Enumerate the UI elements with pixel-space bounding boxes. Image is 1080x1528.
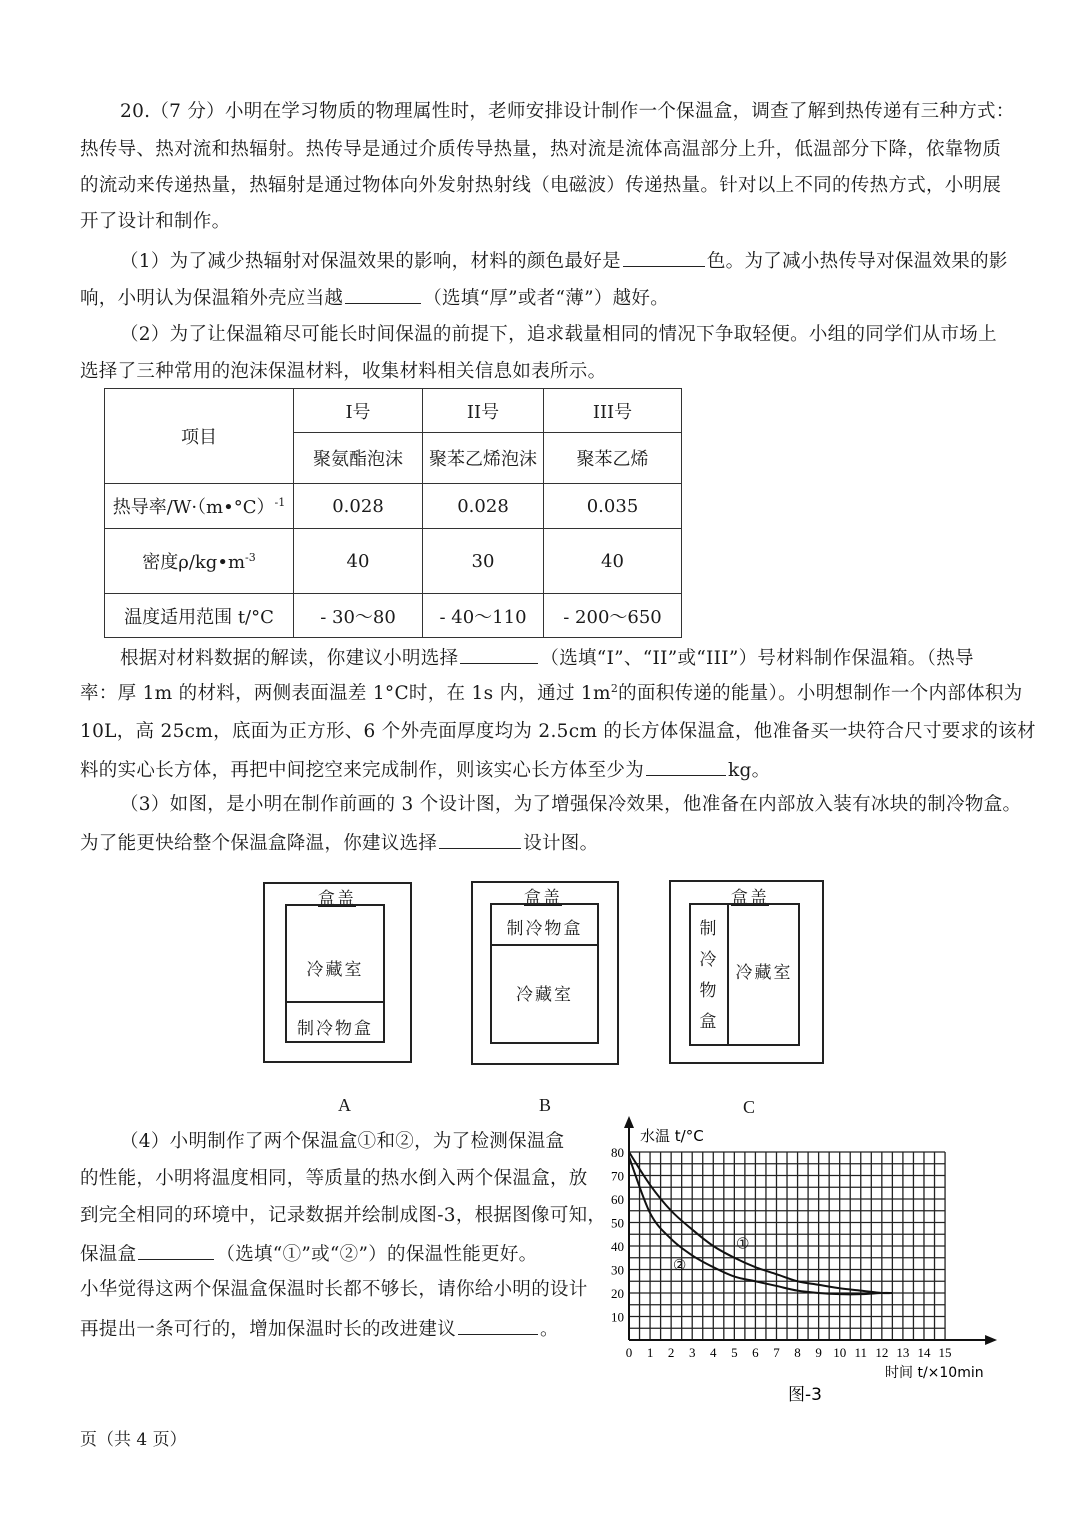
x-tick-label: 7 bbox=[773, 1345, 780, 1360]
x-tick-label: 0 bbox=[625, 1345, 633, 1360]
part2-line-1: （2）为了让保温箱尽可能长时间保温的前提下，追求载量相同的情况下争取轻便。小组的同学们从市场上 bbox=[120, 324, 997, 345]
design-c-lid-label: 盒盖 bbox=[731, 888, 769, 908]
part4-line-2: 的性能，小明将温度相同，等质量的热水倒入两个保温盒，放 bbox=[80, 1168, 588, 1189]
x-axis-arrow-icon bbox=[985, 1335, 997, 1345]
x-tick-label: 14 bbox=[917, 1345, 931, 1360]
part2-after-text-f: kg。 bbox=[728, 760, 771, 781]
design-c-letter: C bbox=[743, 1097, 756, 1117]
question-intro-line-4: 开了设计和制作。 bbox=[80, 211, 231, 232]
cooler-char: 物 bbox=[699, 981, 717, 1001]
x-tick-label: 15 bbox=[938, 1345, 952, 1360]
x-tick-label: 1 bbox=[646, 1345, 654, 1360]
x-tick-label: 3 bbox=[688, 1345, 696, 1360]
part1-line-2 bbox=[80, 285, 1010, 311]
table-cell: 40 bbox=[544, 529, 682, 594]
part2-after-line-1 bbox=[80, 645, 1050, 671]
design-a-letter: A bbox=[338, 1095, 351, 1115]
table-cell: 0.028 bbox=[294, 484, 423, 529]
y-axis-label: 水温 t/°C bbox=[640, 1127, 704, 1145]
table-cell: 0.028 bbox=[423, 484, 544, 529]
answer-blank-design[interactable] bbox=[439, 830, 521, 849]
row-label-text: 热导率/W·（m•°C） bbox=[112, 497, 275, 518]
table-col-material-3: 聚苯乙烯 bbox=[544, 433, 682, 484]
answer-blank-mass[interactable] bbox=[646, 757, 726, 776]
x-tick-label: 13 bbox=[896, 1345, 910, 1360]
table-row bbox=[105, 529, 682, 594]
answer-blank-color[interactable] bbox=[623, 248, 705, 267]
table-cell: 40 bbox=[294, 529, 423, 594]
table-cell: 30 bbox=[423, 529, 544, 594]
design-b-divider bbox=[490, 944, 599, 946]
part4-line-3: 到完全相同的环境中，记录数据并绘制成图-3，根据图像可知， bbox=[80, 1205, 607, 1226]
row-label-text: 密度ρ/kg•m bbox=[142, 552, 246, 573]
x-tick-label: 12 bbox=[875, 1345, 889, 1360]
table-cell: - 200～650 bbox=[544, 594, 682, 638]
question-intro-line-3: 的流动来传递热量，热辐射是通过物体向外发射热射线（电磁波）传递热量。针对以上不同的传热方式，小明展 bbox=[80, 175, 1002, 196]
y-tick-label: 10 bbox=[611, 1309, 624, 1325]
table-cell: 0.035 bbox=[544, 484, 682, 529]
y-axis-arrow-icon bbox=[624, 1116, 634, 1128]
y-tick-label: 20 bbox=[611, 1286, 624, 1301]
x-tick-label: 4 bbox=[710, 1345, 717, 1360]
part4-text-c: 再提出一条可行的，增加保温时长的改进建议 bbox=[80, 1319, 457, 1340]
design-a-fridge-label: 冷藏室 bbox=[306, 960, 364, 980]
part3-line-2 bbox=[80, 830, 1010, 856]
table-header-label: 项目 bbox=[105, 389, 294, 484]
series-curve-2 bbox=[629, 1157, 892, 1295]
x-tick-label: 9 bbox=[815, 1345, 822, 1360]
part3-text-a: 为了能更快给整个保温盒降温，你建议选择 bbox=[80, 833, 438, 854]
part3-line-1: （3）如图，是小明在制作前画的 3 个设计图，为了增强保冷效果，他准备在内部放入装有冰块的制冷物盒。 bbox=[120, 794, 1022, 815]
table-col-material-2: 聚苯乙烯泡沫 bbox=[423, 433, 544, 484]
superscript: 2 bbox=[610, 681, 619, 695]
row-label-sup: -1 bbox=[274, 496, 286, 509]
x-tick-label: 6 bbox=[752, 1345, 759, 1360]
answer-blank-box[interactable] bbox=[138, 1241, 214, 1260]
chart-grid bbox=[629, 1152, 945, 1340]
part3-text-b: 设计图。 bbox=[523, 833, 599, 854]
series-label-1: ① bbox=[736, 1234, 750, 1253]
part1-text-b: 色。为了减小热传导对保温效果的影 bbox=[706, 251, 1008, 272]
x-tick-label: 11 bbox=[854, 1345, 868, 1360]
row-label-density bbox=[105, 529, 294, 594]
x-tick-label: 10 bbox=[833, 1345, 847, 1360]
part1-text-a: （1）为了减少热辐射对保温效果的影响，材料的颜色最好是 bbox=[120, 251, 621, 272]
series-label-2: ② bbox=[672, 1255, 687, 1274]
part2-after-text-e: 料的实心长方体，再把中间挖空来完成制作，则该实心长方体至少为 bbox=[80, 760, 645, 781]
chart-title: 图-3 bbox=[788, 1385, 822, 1405]
table-col-id-1: I号 bbox=[294, 389, 423, 433]
x-axis-label: 时间 t/×10min bbox=[885, 1365, 984, 1381]
part4-line-4 bbox=[80, 1241, 590, 1267]
design-a-lid-label: 盒盖 bbox=[318, 889, 356, 909]
y-tick-label: 30 bbox=[611, 1262, 624, 1278]
table-cell: - 30～80 bbox=[294, 594, 423, 638]
question-points: （7 分） bbox=[150, 101, 225, 122]
x-tick-label: 2 bbox=[667, 1345, 675, 1360]
x-tick-label: 8 bbox=[794, 1345, 801, 1360]
cooler-char: 制 bbox=[699, 919, 717, 939]
row-label-sup: -3 bbox=[245, 551, 256, 564]
part2-after-text-b: （选填“I”、“II”或“III”）号材料制作保温箱。（热导 bbox=[540, 648, 974, 669]
design-a-divider bbox=[285, 1001, 385, 1003]
table-col-id-2: II号 bbox=[423, 389, 544, 433]
part2-after-text-d: 的面积传递的能量）。小明想制作一个内部体积为 bbox=[618, 683, 1023, 704]
row-label-temp-range: 温度适用范围 t/°C bbox=[105, 594, 294, 638]
part4-text-b: （选填“①”或“②”）的保温性能更好。 bbox=[216, 1244, 538, 1265]
table-col-id-3: III号 bbox=[544, 389, 682, 433]
part1-text-c: 响，小明认为保温箱外壳应当越 bbox=[80, 288, 344, 309]
intro-text: 小明在学习物质的物理属性时，老师安排设计制作一个保温盒，调查了解到热传递有三种方式： bbox=[224, 101, 1015, 122]
answer-blank-material[interactable] bbox=[460, 645, 538, 664]
design-b-fridge-label: 冷藏室 bbox=[516, 985, 573, 1005]
question-intro-line-1 bbox=[80, 100, 1050, 124]
part2-after-line-3: 10L，高 25cm，底面为正方形、6 个外壳面厚度均为 2.5cm 的长方体保温盒，他准备买一块符合尺寸要求的该材 bbox=[80, 721, 1036, 742]
chart-svg bbox=[600, 1115, 1010, 1405]
part2-after-line-4 bbox=[80, 757, 1010, 783]
part4-line-6 bbox=[80, 1316, 590, 1342]
design-b-lid-label: 盒盖 bbox=[524, 888, 562, 908]
y-tick-label: 70 bbox=[611, 1168, 624, 1184]
x-tick-label: 5 bbox=[731, 1345, 738, 1360]
design-b-cooler-label: 制冷物盒 bbox=[506, 919, 583, 939]
answer-blank-thickness[interactable] bbox=[345, 285, 421, 304]
part2-after-line-2 bbox=[80, 681, 1023, 706]
design-c-fridge-label: 冷藏室 bbox=[735, 963, 793, 983]
table-row bbox=[105, 594, 682, 638]
design-b-letter: B bbox=[539, 1095, 552, 1115]
question-number: 20. bbox=[120, 101, 151, 122]
table-cell: - 40～110 bbox=[423, 594, 544, 638]
cooler-char: 盒 bbox=[699, 1012, 717, 1032]
cooler-char: 冷 bbox=[699, 950, 717, 970]
part1-line-1 bbox=[80, 248, 1050, 274]
part4-text-a: 保温盒 bbox=[80, 1244, 137, 1265]
part4-line-5: 小华觉得这两个保温盒保温时长都不够长，请你给小明的设计 bbox=[80, 1279, 588, 1300]
table-col-material-1: 聚氨酯泡沫 bbox=[294, 433, 423, 484]
y-tick-label: 40 bbox=[611, 1239, 624, 1254]
part4-text-d: 。 bbox=[540, 1319, 559, 1340]
part4-line-1: （4）小明制作了两个保温盒①和②，为了检测保温盒 bbox=[120, 1131, 565, 1152]
materials-table bbox=[104, 388, 682, 638]
row-label-conductivity bbox=[105, 484, 294, 529]
table-row bbox=[105, 484, 682, 529]
part1-text-d: （选填“厚”或者“薄”）越好。 bbox=[423, 288, 670, 309]
y-tick-label: 80 bbox=[611, 1145, 624, 1160]
page-footer: 页（共 4 页） bbox=[80, 1430, 187, 1450]
y-tick-label: 50 bbox=[611, 1215, 624, 1231]
design-c-cooler-label bbox=[698, 914, 718, 1038]
design-a-cooler-label: 制冷物盒 bbox=[297, 1019, 373, 1039]
temperature-chart bbox=[600, 1115, 1010, 1405]
part2-after-text-c: 率：厚 1m 的材料，两侧表面温差 1°C时，在 1s 内，通过 1m bbox=[80, 683, 611, 704]
question-intro-line-2: 热传导、热对流和热辐射。热传导是通过介质传导热量，热对流是流体高温部分上升，低温部分下降，依靠物质 bbox=[80, 139, 1002, 160]
part2-line-2: 选择了三种常用的泡沫保温材料，收集材料相关信息如表所示。 bbox=[80, 361, 607, 382]
y-tick-label: 60 bbox=[611, 1192, 624, 1207]
answer-blank-suggestion[interactable] bbox=[458, 1316, 538, 1335]
part2-after-text-a: 根据对材料数据的解读，你建议小明选择 bbox=[120, 648, 459, 669]
